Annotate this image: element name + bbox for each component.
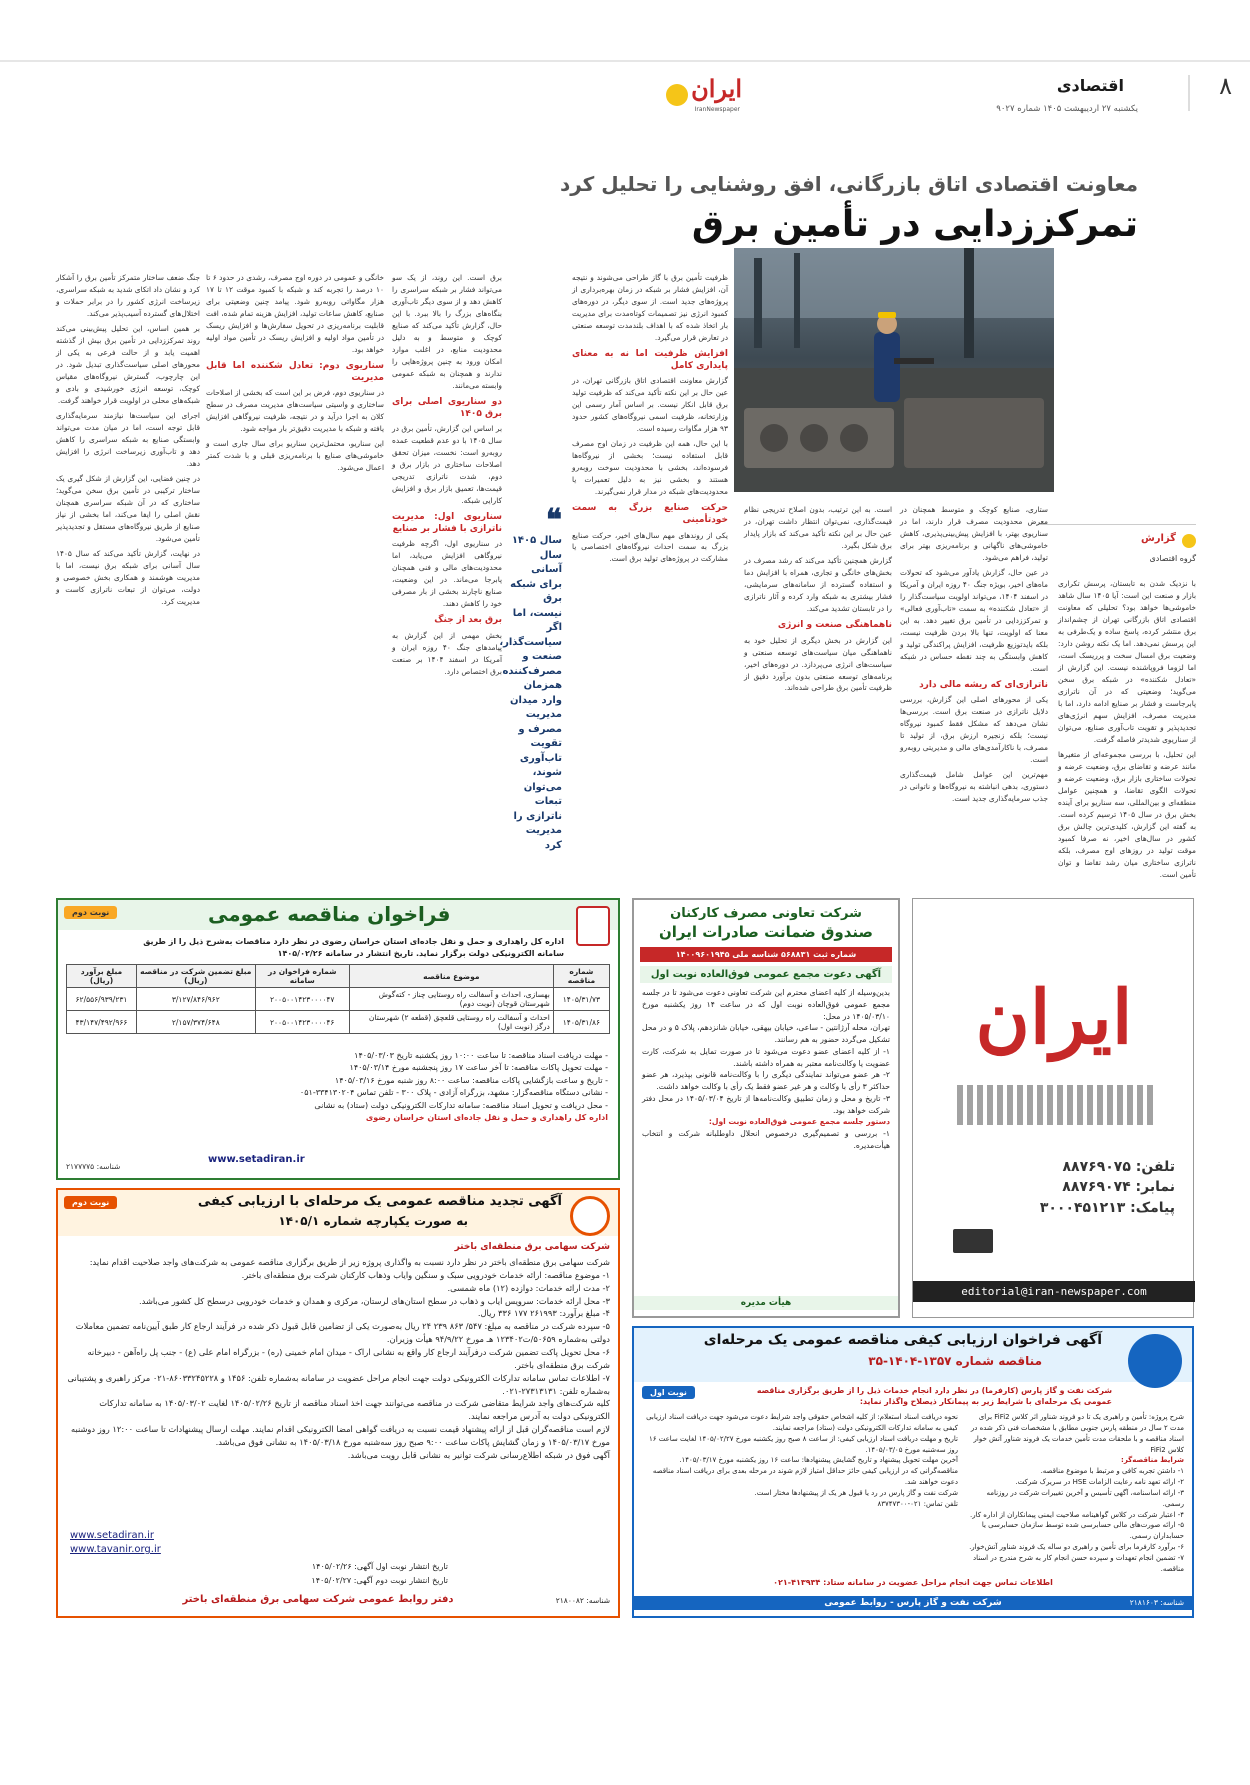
ad-shenase: شناسه: ۲۱۸۰۰۸۲ bbox=[555, 1596, 610, 1605]
factory-worker-illustration bbox=[734, 248, 1054, 492]
ad-shenase: شناسه: ۲۱۸۱۶۰۳ bbox=[1129, 1598, 1184, 1607]
ad-line: شرکت سهامی برق منطقه‌ای باختر در نظر دارد نسبت به واگذاری پروژه زیر از طریق برگزاری مناقصه عمومی به شرکت‌های واجد صلاحیت اقدام نماید: bbox=[89, 1257, 610, 1267]
fax-row bbox=[995, 1177, 1175, 1197]
iran-newspaper-ad bbox=[912, 898, 1194, 1318]
ad-org: شرکت نفت و گاز پارس (کارفرما) در نظر دارد انجام خدمات ذیل را از طریق برگزاری مناقصه عمومی یک مرحله‌ای با شرایط زیر به پیمانکار ذیصلاح واگذار نماید: bbox=[756, 1386, 1112, 1406]
table-cell: ۱۴۰۵/۳۱/۸۶ bbox=[553, 1011, 609, 1034]
table-row bbox=[67, 988, 610, 1011]
fax-number: ۸۸۷۶۹۰۷۴ bbox=[1062, 1179, 1131, 1196]
sms-row bbox=[995, 1198, 1175, 1218]
logo-pattern-icon bbox=[957, 1085, 1157, 1125]
ad-line: تهران، محله آرژانتین - ساعی، خیابان بیهقی، خیابان شانزدهم، پلاک ۵ و در محل تشکیل می‌گردد حضور به هم رسانند. bbox=[642, 1023, 890, 1045]
ad-line: ۱- از کلیه اعضای عضو دعوت می‌شود تا در صورت تمایل به شرکت، کارت عضویت یا وکالت‌نامه معتبر به همراه داشته باشند. bbox=[642, 1046, 890, 1068]
ad-line: ۵- ارائه صورت‌های مالی حسابرسی شده توسط سازمان حسابرسی یا حسابداران رسمی. bbox=[981, 1521, 1184, 1541]
ad-shenase: شناسه: ۲۱۷۷۷۷۵ bbox=[66, 1162, 121, 1171]
ad-line: تلفن تماس: ۰۲۱-۸۳۷۴۷۳۰۰ bbox=[877, 1499, 958, 1508]
paragraph: این سناریو، محتمل‌ترین سناریو برای سال جاری است و خاموشی‌های صنایع با برنامه‌ریزی قبلی و با شدت کمتر اعمال می‌شود. bbox=[206, 439, 384, 473]
section-title: اقتصادی bbox=[1056, 76, 1124, 95]
subheading: سناریوی دوم: تعادل شکننده اما قابل مدیریت bbox=[206, 360, 384, 383]
logo-subtext: IranNewspaper bbox=[694, 106, 740, 113]
logo-text: ایران bbox=[691, 74, 742, 103]
registration-bar: شماره ثبت ۵۶۸۸۳۱ شناسه ملی ۱۴۰۰۹۶۰۱۹۴۵ bbox=[640, 947, 892, 962]
paragraph: گزارش همچنین تأکید می‌کند که رشد مصرف در بخش‌های خانگی و تجاری، همراه با افزایش دما و استفاده گسترده از سامانه‌های سرمایشی، فشار بیشتری به شبکه وارد کرده و آثار ناترازی را در تابستان تشدید می‌کند. bbox=[744, 555, 892, 613]
pullquote-text: سال ۱۴۰۵ سال آسانی برای شبکه برق نیست، اما اگر سیاست‌گذار، صنعت و مصرف‌کننده همزمان وارد میدان مدیریت مصرف و تقویت تاب‌آوری شوند، می‌توان تبعات ناترازی را مدیریت کرد bbox=[499, 535, 562, 851]
paragraph: یکی از محورهای اصلی این گزارش، بررسی دلایل ناترازی در صنعت برق است. بررسی‌ها نشان می‌دهد که مشکل فقط کمبود نیروگاه نیست؛ بلکه زنجیره ارزش برق، از تولید تا مصرف، با ناکارآمدی‌های مالی و مدیریتی روبه‌رو است. bbox=[900, 695, 1048, 765]
ad-line: شرایط مناقصه‌گر: bbox=[1121, 1456, 1184, 1465]
bakhtar-logo-icon bbox=[570, 1196, 610, 1236]
article-column-2 bbox=[900, 504, 1048, 874]
paragraph: در سناریوی دوم، فرض بر این است که بخشی از اصلاحات ساختاری و واسیتی سیاست‌های مدیریت مصرف در سطح کلان به اجرا درآید و در نتیجه، ظرفیت نیروگاهی افزایش یافته و شبکه با مدیریت دقیق‌تر بار مواجه شود. bbox=[206, 388, 384, 434]
ad-line: آخرین مهلت تحویل پیشنهاد و تاریخ گشایش پیشنهادها: ساعت ۱۶ روز یکشنبه مورخ ۱۴۰۵/۰۳/۱۷. bbox=[679, 1456, 958, 1465]
subheading: سناریوی اول: مدیریت ناترازی با فشار بر صنایع bbox=[392, 512, 502, 534]
ad-line: شرکت نفت و گاز پارس در رد یا قبول هر یک از پیشنهادها مختار است. bbox=[754, 1488, 958, 1497]
page-number: ۸ bbox=[1219, 74, 1232, 100]
subheading: ناترازی‌ای که ریشه مالی دارد bbox=[919, 679, 1048, 690]
ad-line: ۱- موضوع مناقصه: ارائه خدمات خودرویی سبک و سنگین وایاب وذهاب کارکنان شرکت برق منطقه‌ای باختر. bbox=[241, 1269, 610, 1280]
ad-line: نحوه دریافت اسناد استعلام: از کلیه اشخاص حقوقی واجد شرایط دعوت می‌شود جهت دریافت اسناد ارزیابی کیفی به سامانه تدارکات الکترونیکی دولت (ستاد) مراجعه نمایند. bbox=[646, 1413, 958, 1432]
paragraph: با نزدیک شدن به تابستان، پرسش تکراری بازار و صنعت این است: آیا ۱۴۰۵ سال شاهد خاموشی‌ها خواهد بود؟ تحلیلی که معاونت اقتصادی اتاق بازرگانی تهران از چشم‌انداز برق منتشر کرده، پاسخ ساده و یک‌طرفی به این پرسش نمی‌دهد. اما یک نکته روشن دارد: وضعیت برق امسال سخت و پرریسک است، اما لزوما فروپاشنده نیست. این گزارش از «تعادل شکننده» در شبکه برق سخن می‌گوید؛ وضعیتی که در آن ناترازی پابرجاست و فشار بر صنایع ادامه دارد، اما با مدیریت مصرف، افزایش سهم انرژی‌های تجدیدپذیر و تقویت تاب‌آوری صنایع، می‌توان از سناریوی شدیدتر فاصله گرفت. bbox=[1058, 579, 1196, 744]
subheading: ناهماهنگی صنعت و انرژی bbox=[777, 619, 892, 630]
dateline: یکشنبه ۲۷ اردیبهشت ۱۴۰۵ شماره ۹۰۲۷ bbox=[996, 104, 1138, 114]
publish-date-2: تاریخ انتشار نوبت دوم آگهی: ۱۴۰۵/۰۲/۲۷ bbox=[311, 1576, 448, 1585]
small-logo-icon bbox=[953, 1229, 993, 1253]
phone-label: تلفن: bbox=[1135, 1159, 1175, 1175]
newspaper-ad-logo: ایران bbox=[975, 975, 1133, 1061]
ad-line: - مهلت تحویل پاکات مناقصه: تا آخر ساعت ۱۷ روز پنجشنبه مورخ ۱۴۰۵/۰۳/۱۴ bbox=[349, 1063, 608, 1073]
paragraph: با این حال، همه این ظرفیت در زمان اوج مصرف قابل استفاده نیست؛ بخشی از نیروگاه‌ها فرسوده‌اند، بخشی با محدودیت سوخت روبه‌رو هستند و بخشی نیز به دلیل تعمیرات یا محدودیت‌های شبکه در مدار قرار نمی‌گیرند. bbox=[572, 439, 728, 497]
logo-sun-icon bbox=[666, 84, 688, 106]
table-header: شماره مناقصه bbox=[553, 965, 609, 988]
ad-line: ۳- تاریخ و محل و زمان تطبیق وکالت‌نامه‌ها از تاریخ ۱۴۰۵/۰۳/۰۴ در محل دفتر شرکت خواهد بود. bbox=[642, 1093, 890, 1115]
table-header: مبلغ برآورد (ریال) bbox=[67, 965, 137, 988]
article-column-4 bbox=[572, 272, 728, 874]
report-dot-icon bbox=[1182, 534, 1196, 548]
table-header: مبلغ تضمین شرکت در مناقصه (ریال) bbox=[136, 965, 255, 988]
ad-line: ۶- برآورد کارفرما برای تأمین و راهبری دو ساله یک فروند شناور آتش‌خوار. bbox=[969, 1543, 1184, 1552]
ad-left-column bbox=[642, 1412, 958, 1510]
ad-line: دستور جلسه مجمع عمومی فوق‌العاده نوبت اول: bbox=[708, 1117, 890, 1127]
article-kicker: معاونت اقتصادی اتاق بازرگانی، افق روشنایی را تحلیل کرد bbox=[559, 172, 1138, 196]
paragraph: خانگی و عمومی در دوره اوج مصرف، رشدی در حدود ۶ تا ۱۰ درصد را تجربه کند و شبکه با کمبود موقت ۱۲ تا ۱۷ هزار مگاواتی روبه‌رو شود. پیامد چنین وضعیتی برای صنایع، کاهش ساعات تولید، افزایش هزینه تمام شده، افت قابلیت برنامه‌ریزی در تحویل سفارش‌ها و افزایش ریسک در تأمین مواد اولیه و افزایش ریسک در تأمین مواد اولیه خواهد بود. bbox=[206, 273, 384, 354]
phone-number[interactable]: ۸۸۷۶۹۰۷۵ bbox=[1062, 1159, 1131, 1175]
setad-link[interactable]: www.setadiran.ir bbox=[70, 1530, 154, 1541]
ad-line: ۲- مدت ارائه خدمات: دوازده (۱۲) ماه شمسی. bbox=[447, 1282, 610, 1293]
ad-line: ۴- مبلغ برآورد: ۲۶۱۹۹۳ ۱۷۷ ۳۳۶ ریال. bbox=[477, 1308, 610, 1319]
table-cell: ۲۰۰۵۰۰۱۴۲۳۰۰۰۰۴۷ bbox=[255, 988, 349, 1011]
sms-label: پیامک: bbox=[1130, 1199, 1175, 1216]
ad-line: - محل دریافت و تحویل اسناد مناقصه: سامانه تدارکات الکترونیکی دولت (ستاد) به نشانی bbox=[314, 1100, 608, 1110]
table-header: شماره فراخوان در سامانه bbox=[255, 965, 349, 988]
ad-title: آگهی فراخوان ارزیابی کیفی مناقصه عمومی یک مرحله‌ای bbox=[703, 1332, 1102, 1348]
ad-line: مناقصه‌گرانی که در ارزیابی کیفی حائز حداقل امتیاز لازم شوند در مرحله بعدی برای دریافت اسناد مناقصه دعوت خواهند شد. bbox=[652, 1467, 958, 1487]
contact-bar: اطلاعات تماس جهت انجام مراحل عضویت در سامانه ستاد: ۴۱۳۹۳۴-۰۲۱ bbox=[773, 1578, 1053, 1587]
ad-line: ۵- سپرده شرکت در مناقصه به مبلغ: ۵۴۷/ ۸۶۳ ۲۳۹ ۲۴ ریال به‌صورت یکی از تضامین قابل قبول ذکر شده در فرآیند ارجاع کار طبق آیین‌نامه تضمین معاملات دولتی به‌شماره ۵۰۶۵۹/ت۱۲۳۴۰۲ ‌هـ مورخ ۹۴/۹/۲۲ هیأت وزیران. bbox=[75, 1321, 610, 1345]
ad-line: - تاریخ و ساعت بازگشایی پاکات مناقصه: ساعت ۸:۰۰ روز شنبه مورخ ۱۴۰۵/۰۳/۱۶ bbox=[334, 1075, 608, 1085]
setad-link[interactable]: www.setadiran.ir bbox=[208, 1154, 305, 1165]
table-cell: ۲۰۰۵۰۰۱۴۲۳۰۰۰۰۴۶ bbox=[255, 1011, 349, 1034]
paragraph: در سناریوی اول، اگرچه ظرفیت نیروگاهی افزایش می‌یابد، اما محدودیت‌های مالی و فنی همچنان پابرجا می‌ماند. در این وضعیت، صنایع ناچارند بخشی از بار مصرفی خود را کاهش دهند. bbox=[392, 539, 502, 609]
article-column-6 bbox=[206, 272, 384, 874]
ad-org: شرکت سهامی برق منطقه‌ای باختر bbox=[454, 1242, 610, 1252]
ad-line: لازم است مناقصه‌گران قبل از ارائه پیشنهاد قیمت نسبت به دریافت گواهی امضا الکترونیکی اقدام نمایند. مهلت ارسال پیشنهادات تا ساعت ۱۲:۰۰ روز دوشنبه مورخ ۱۴۰۵/۰۳/۱۷ و زمان گشایش پاکات ساعت ۹:۰۰ صبح روز سه‌شنبه مورخ ۱۴۰۵/۰۳/۱۸ به نشانی فوق می‌باشد. bbox=[71, 1424, 610, 1448]
nioc-logo-icon bbox=[1128, 1334, 1182, 1388]
ad-badge: نوبت دوم bbox=[64, 906, 117, 919]
paragraph: بر اساس این گزارش، تأمین برق در سال ۱۴۰۵ با دو عدم قطعیت عمده روبه‌رو است: نخست، میزان تحقق اصلاحات ساختاری در بازار برق و دوم، شدت ناترازی تدریجی قیمت‌ها، تعمیق بازار برق و افزایش کارایی شبکه. bbox=[392, 424, 502, 506]
paragraph: بر همین اساس، این تحلیل پیش‌بینی می‌کند روند تمرکززدایی در تأمین برق بیش از گذشته اهمیت یابد و از حالت فرعی به یکی از محورهای اصلی سیاست‌گذاری تبدیل شود. در این چارچوب، گسترش نیروگاه‌های مقیاس کوچک، توسعه انرژی خورشیدی و بادی و شبکه‌های محلی در اولویت قرار خواهند گرفت. bbox=[56, 323, 200, 405]
subheading: افزایش ظرفیت اما نه به معنای پایداری کامل bbox=[572, 348, 728, 371]
tender-number: مناقصه شماره ۱۳۵۷-۱۴۰۴-۳۵ bbox=[868, 1354, 1042, 1368]
article-title: تمرکززدایی در تأمین برق bbox=[691, 204, 1138, 245]
company-name: شرکت تعاونی مصرف کارکنان bbox=[670, 906, 862, 921]
ad-line: بدین‌وسیله از کلیه اعضای محترم این شرکت تعاونی دعوت می‌شود تا در جلسه مجمع عمومی فوق‌العاده نوبت اول که در ساعت ۱۴ روز یکشنبه مورخ ۱۴۰۵/۰۳/۱۰ در محل: bbox=[642, 988, 890, 1021]
paragraph: است. به این ترتیب، بدون اصلاح تدریجی نظام قیمت‌گذاری، نمی‌توان انتظار داشت تهران، در عین حال بر این نکته تأکید می‌کند که بازار پایدار برق شکل بگیرد. bbox=[744, 505, 892, 550]
bakhtar-electric-tender-ad bbox=[56, 1188, 620, 1618]
ad-details bbox=[68, 1050, 608, 1124]
contact-block bbox=[995, 1157, 1175, 1218]
paragraph: در عین حال، گزارش یادآور می‌شود که تحولات ماه‌های اخیر، بویژه جنگ ۴۰ روزه ایران و آمریکا در اسفند ۱۴۰۴، می‌تواند اولویت سیاست‌گذار را از «تعادل شکننده» به سمت «تاب‌آوری فعالی» و تمرکززدایی در تأمین برق تغییر دهد. به این معنا که اولویت، تنها بالا بردن ظرفیت نیست، بلکه بایدتوزیع ظرفیت، افزایش پراکندگی تولید و کاهش وابستگی به چند نقطه حساس در شبکه است. bbox=[900, 567, 1048, 673]
paragraph: جنگ ضعف ساختار متمرکز تأمین برق را آشکار کرد و نشان داد اتکای شدید به شبکه سراسری، زیرساخت انرژی کشور را در برابر حملات و اختلال‌های گسترده آسیب‌پذیر می‌کند. bbox=[56, 273, 200, 318]
cooperative-meeting-ad bbox=[632, 898, 900, 1318]
ad-line: ۱- داشتن تجربه کافی و مرتبط با موضوع مناقصه. bbox=[1040, 1467, 1184, 1476]
ad-intro: اداره کل راهداری و حمل و نقل جاده‌ای استان خراسان رضوی در نظر دارد مناقصات به‌شرح ذیل را از طریق سامانه الکترونیکی دولت برگزار نماید. تاریخ انتشار در سامانه ۱۴۰۵/۰۲/۲۶ bbox=[143, 937, 564, 959]
board-signature: هیأت مدیره bbox=[634, 1296, 898, 1310]
subheading: دو سناریوی اصلی برای برق ۱۴۰۵ bbox=[392, 396, 502, 419]
subheading: برق بعد از جنگ bbox=[434, 615, 502, 626]
table-cell: احداث و آسفالت راه روستایی قلعچق (قطعه ۲) شهرستان درگز (نوبت اول) bbox=[349, 1011, 553, 1034]
paragraph: بخش مهمی از این گزارش به پیامدهای جنگ ۴۰ روزه ایران و آمریکا در اسفند ۱۴۰۴ بر صنعت برق اختصاص دارد. bbox=[392, 631, 502, 677]
paragraph: مهم‌ترین این عوامل شامل قیمت‌گذاری دستوری، بدهی انباشته به نیروگاه‌ها و ناتوانی در جذب سرمایه‌گذاری جدید است. bbox=[900, 770, 1048, 804]
table-cell: بهسازی، احداث و آسفالت راه روستایی چناز - کته‌گوش شهرستان قوچان (نوبت دوم) bbox=[349, 988, 553, 1011]
ad-line: اداره کل راهداری و حمل و نقل جاده‌ای استان خراسان رضوی bbox=[365, 1112, 608, 1122]
tavanir-link[interactable]: www.tavanir.org.ir bbox=[70, 1544, 161, 1555]
ad-line: ۷- تضمین انجام تعهدات و سپرده حسن انجام کار به شرح مندرج در اسناد مناقصه. bbox=[972, 1553, 1184, 1573]
paragraph: گزارش معاونت اقتصادی اتاق بازرگانی تهران، در عین حال بر این نکته تأکید می‌کند که ظرفیت تولید برق قابل انکار نیست. بر اساس آمار رسمی این وزارتخانه، ظرفیت اسمی نیروگاه‌های کشور حدود ۹۳ هزار مگاوات رسیده است. bbox=[572, 376, 728, 434]
sms-number: ۳۰۰۰۴۵۱۲۱۳ bbox=[1039, 1199, 1126, 1216]
table-cell: ۶۲/۵۵۶/۹۳۹/۲۳۱ bbox=[67, 988, 137, 1011]
table-cell: ۳/۱۲۷/۸۴۶/۹۶۲ bbox=[136, 988, 255, 1011]
pullquote bbox=[499, 503, 562, 851]
ad-line: ۴- اعتبار شرکت در کلاس گواهینامه صلاحیت ایمنی پیمانکاران از اداره کار. bbox=[970, 1510, 1184, 1519]
paragraph: ظرفیت تأمین برق با گاز طراحی می‌شوند و نتیجه آن، افزایش فشار بر شبکه در زمان بهره‌برداری از پروژه‌های جدید است. از سوی دیگر، در دوره‌های کمبود انرژی نیز تصمیمات کوتاه‌مدت برای مدیریت بار اتخاذ شده که با اهداف بلندمدت توسعه صنعتی در تعارض قرار می‌گیرد. bbox=[572, 273, 728, 342]
byline-team: گروه اقتصادی bbox=[1149, 554, 1196, 563]
paragraph: ستاری، صنایع کوچک و متوسط همچنان در معرض محدودیت مصرف قرار دارند، اما در سناریوی بهتر، با افزایش پیش‌بینی‌پذیری، کاهش خاموشی‌های ناگهانی و برنامه‌ریزی بهتر برای تولید، فراهم می‌شود. bbox=[900, 505, 1048, 562]
ad-line: - مهلت دریافت اسناد مناقصه: تا ساعت ۱۰:۰۰ روز یکشنبه تاریخ ۱۴۰۵/۰۳/۰۳ bbox=[354, 1051, 608, 1060]
ad-footer: دفتر روابط عمومی شرکت سهامی برق منطقه‌ای باختر bbox=[182, 1594, 454, 1605]
ad-line: تاریخ و مهلت دریافت اسناد ارزیابی کیفی: از ساعت ۸ صبح روز یکشنبه مورخ ۱۴۰۵/۰۲/۲۷ لغایت ساعت ۱۶ روز سه‌شنبه مورخ ۱۴۰۵/۰۳/۰۵. bbox=[648, 1434, 958, 1454]
quote-icon: ❝ bbox=[545, 503, 562, 538]
ad-line: ۷- اطلاعات تماس سامانه تدارکات الکترونیکی دولت جهت انجام مراحل عضویت در سامانه به‌شماره تلفن: ۱۴۵۶ و ۸۶۰۳۳۲۴۵۲۲۸-۰۲۱ مرکز راهبری و پشتیبانی به‌شماره تلفن: ۲۷۳۱۳۱۳۱-۰۲۱. bbox=[67, 1372, 610, 1396]
ad-line: ۲- هر عضو می‌تواند نمایندگی دیگری را با وکالت‌نامه قانونی بپذیرد، هر عضو حداکثر ۳ رأی با وکالت و هر غیر عضو فقط یک رأی با وکالت خواهد داشت. bbox=[642, 1070, 890, 1092]
ad-line: ۶- محل تحویل پاکت تضمین شرکت درفرآیند ارجاع کار واقع به نشانی اراک - میدان امام خمینی (ره) - بزرگراه امام علی (ع) - جنب پل راه‌آهن - دبیرخانه شرکت برق منطقه‌ای باختر. bbox=[87, 1347, 610, 1370]
article-photo bbox=[734, 248, 1054, 492]
table-row bbox=[67, 1011, 610, 1034]
ad-line: آگهی فوق در شبکه اطلاع‌رسانی شرکت توانیر به نشانی قابل رویت می‌باشد. bbox=[347, 1449, 610, 1460]
ad-subtitle: به صورت یکپارچه شماره ۱۴۰۵/۱ bbox=[278, 1214, 468, 1228]
ad-title: آگهی تجدید مناقصه عمومی یک مرحله‌ای با ارزیابی کیفی bbox=[197, 1194, 562, 1209]
phone-row bbox=[995, 1157, 1175, 1177]
byline-block bbox=[1036, 528, 1196, 568]
subheading: حرکت صنایع بزرگ به سمت خودتأمینی bbox=[572, 503, 728, 525]
newspaper-logo[interactable] bbox=[666, 74, 746, 118]
byline-label: گزارش bbox=[1140, 533, 1176, 544]
notice-title: آگهی دعوت مجمع عمومی فوق‌العاده نوبت اول bbox=[640, 966, 892, 983]
table-header: موضوع مناقصه bbox=[349, 965, 553, 988]
paragraph: این تحلیل، با بررسی مجموعه‌ای از متغیرها مانند عرضه و تقاضای برق، وضعیت عرضه و تحولات ساختاری بازار برق، وضعیت عرضه و تحولات الگوی تقاضا، و همچنین عوامل منطقه‌ای و بین‌المللی، سه سناریو برای آینده بخش برق در سال ۱۴۰۵ ترسیم کرده است. به گفته این گزارش، کلیدی‌ترین چالش برق کشور در سال‌های اخیر، نه صرفا کمبود موقت تولید در روزهای اوج مصرف، بلکه ناترازی ساختاری میان رشد تقاضا و توان تأمین است. bbox=[1058, 749, 1196, 879]
pars-oil-gas-tender-ad bbox=[632, 1326, 1194, 1618]
ad-body bbox=[66, 1256, 610, 1462]
paragraph: یکی از روندهای مهم سال‌های اخیر، حرکت صنایع بزرگ به سمت احداث نیروگاه‌های اختصاصی یا مشارکت در پروژه‌های تولید برق است. bbox=[572, 530, 728, 564]
paragraph: اجرای این سیاست‌ها نیازمند سرمایه‌گذاری قابل توجه است، اما در میان مدت می‌تواند وابستگی صنایع به شبکه سراسری را کاهش دهد و تاب‌آوری زیرساخت انرژی را افزایش دهد. bbox=[56, 410, 200, 468]
paragraph: در نهایت، گزارش تأکید می‌کند که سال ۱۴۰۵ سال آسانی برای شبکه برق نیست، اما با مدیریت هوشمند و همکاری بخش خصوصی و دولت، می‌توان از تبعات ناترازی کاست و مدیریت کرد. bbox=[56, 548, 200, 606]
paragraph: این گزارش در بخش دیگری از تحلیل خود به ناهماهنگی میان سیاست‌های توسعه صنعتی و سیاست‌های انرژی می‌پردازد. در دوره‌های اخیر، برنامه‌های توسعه صنعتی بدون برآورد دقیق از ظرفیت تأمین برق طراحی شده‌اند. bbox=[744, 635, 892, 693]
article-column-1 bbox=[1058, 578, 1196, 879]
ad-line: کلیه شرکت‌های واجد شرایط متقاضی شرکت در مناقصه می‌توانند جهت اخذ اسناد مناقصه از تاریخ ۱۴۰۵/۰۲/۲۶ لغایت ۱۴۰۵/۰۳/۰۲ به سامانه تدارکات الکترونیکی دولت به آدرس مراجعه نمایند. bbox=[99, 1398, 610, 1422]
paragraph: برق است. این روند، از یک سو می‌تواند فشار بر شبکه سراسری را کاهش دهد و از سوی دیگر تاب‌آوری بنگاه‌های بزرگ را بالا ببرد. با این حال، گزارش تأکید می‌کند که صنایع کوچک و متوسط و به دلیل محدودیت منابع، در اغلب موارد امکان ورود به چنین پروژه‌هایی را ندارند و همچنان به شبکه عمومی وابسته می‌مانند. bbox=[392, 273, 502, 390]
article-column-5 bbox=[392, 272, 502, 874]
ad-line: ۱- بررسی و تصمیم‌گیری درخصوص انحلال داوطلبانه شرکت و انتخاب هیأت‌مدیره. bbox=[642, 1129, 890, 1150]
table-cell: ۴۳/۱۴۷/۴۹۲/۹۶۶ bbox=[67, 1011, 137, 1034]
page-header bbox=[0, 0, 1250, 130]
ad-badge: نوبت دوم bbox=[64, 1196, 117, 1209]
tender-table bbox=[66, 964, 610, 1034]
ad-line: ۳- محل ارائه خدمات: سرویس ایاب و ذهاب در سطح استان‌های لرستان، مرکزی و همدان و خدمات خودرویی درسطح کل کشور می‌باشد. bbox=[138, 1295, 610, 1306]
paragraph: در چنین فضایی، این گزارش از شکل گیری یک ساختار ترکیبی در تأمین برق سخن می‌گوید؛ ساختاری که در آن شبکه سراسری همچنان نقش اصلی را ایفا می‌کند، اما بخشی از نیاز صنایع از طریق نیروگاه‌های مستقل و تجدیدپذیر تأمین می‌شود. bbox=[56, 473, 200, 543]
org-logo-icon bbox=[576, 906, 610, 946]
ad-line: ۲- ارائه تعهد نامه رعایت الزامات HSE در سریرک شرکت. bbox=[1015, 1478, 1184, 1487]
table-cell: ۲/۱۵۷/۳۷۴/۶۴۸ bbox=[136, 1011, 255, 1034]
table-cell: ۱۴۰۵/۳۱/۷۳ bbox=[553, 988, 609, 1011]
tender-ad-roads bbox=[56, 898, 620, 1180]
publish-date-1: تاریخ انتشار نوبت اول آگهی: ۱۴۰۵/۰۲/۲۶ bbox=[311, 1562, 448, 1571]
ad-badge: نوبت اول bbox=[642, 1386, 695, 1399]
ad-line: ۳- ارائه اساسنامه، آگهی تأسیس و آخرین تغییرات شرکت در روزنامه رسمی. bbox=[986, 1488, 1184, 1508]
email-link[interactable]: editorial@iran-newspaper.com bbox=[913, 1281, 1195, 1302]
ad-right-column bbox=[964, 1412, 1184, 1575]
pr-bar: شرکت نفت و گاز پارس - روابط عمومی bbox=[634, 1596, 1192, 1610]
company-name-2: صندوق ضمانت صادرات ایران bbox=[658, 923, 874, 941]
ad-title: فراخوان مناقصه عمومی bbox=[208, 902, 451, 926]
article-column-7 bbox=[56, 272, 200, 874]
ad-line: - نشانی دستگاه مناقصه‌گزار: مشهد، بزرگراه آزادی - پلاک ۳۰۰ - تلفن تماس ۳۳۴۱۳۰۲۰۴-۰۵۱ bbox=[299, 1088, 608, 1098]
ad-line: شرح پروژه: تأمین و راهبری یک تا دو فروند شناور اثر کلاس FiFi2 برای مدت ۲ سال در منطقه پارس جنوبی مطابق با مشخصات فنی ذکر شده در اسناد مناقصه و با ملحقات مدت تأمین خدمات یک فروند شناور آتش خوار کلاس FiFi2 bbox=[970, 1413, 1184, 1454]
fax-label: نمابر: bbox=[1135, 1179, 1175, 1196]
article-column-3 bbox=[744, 504, 892, 874]
